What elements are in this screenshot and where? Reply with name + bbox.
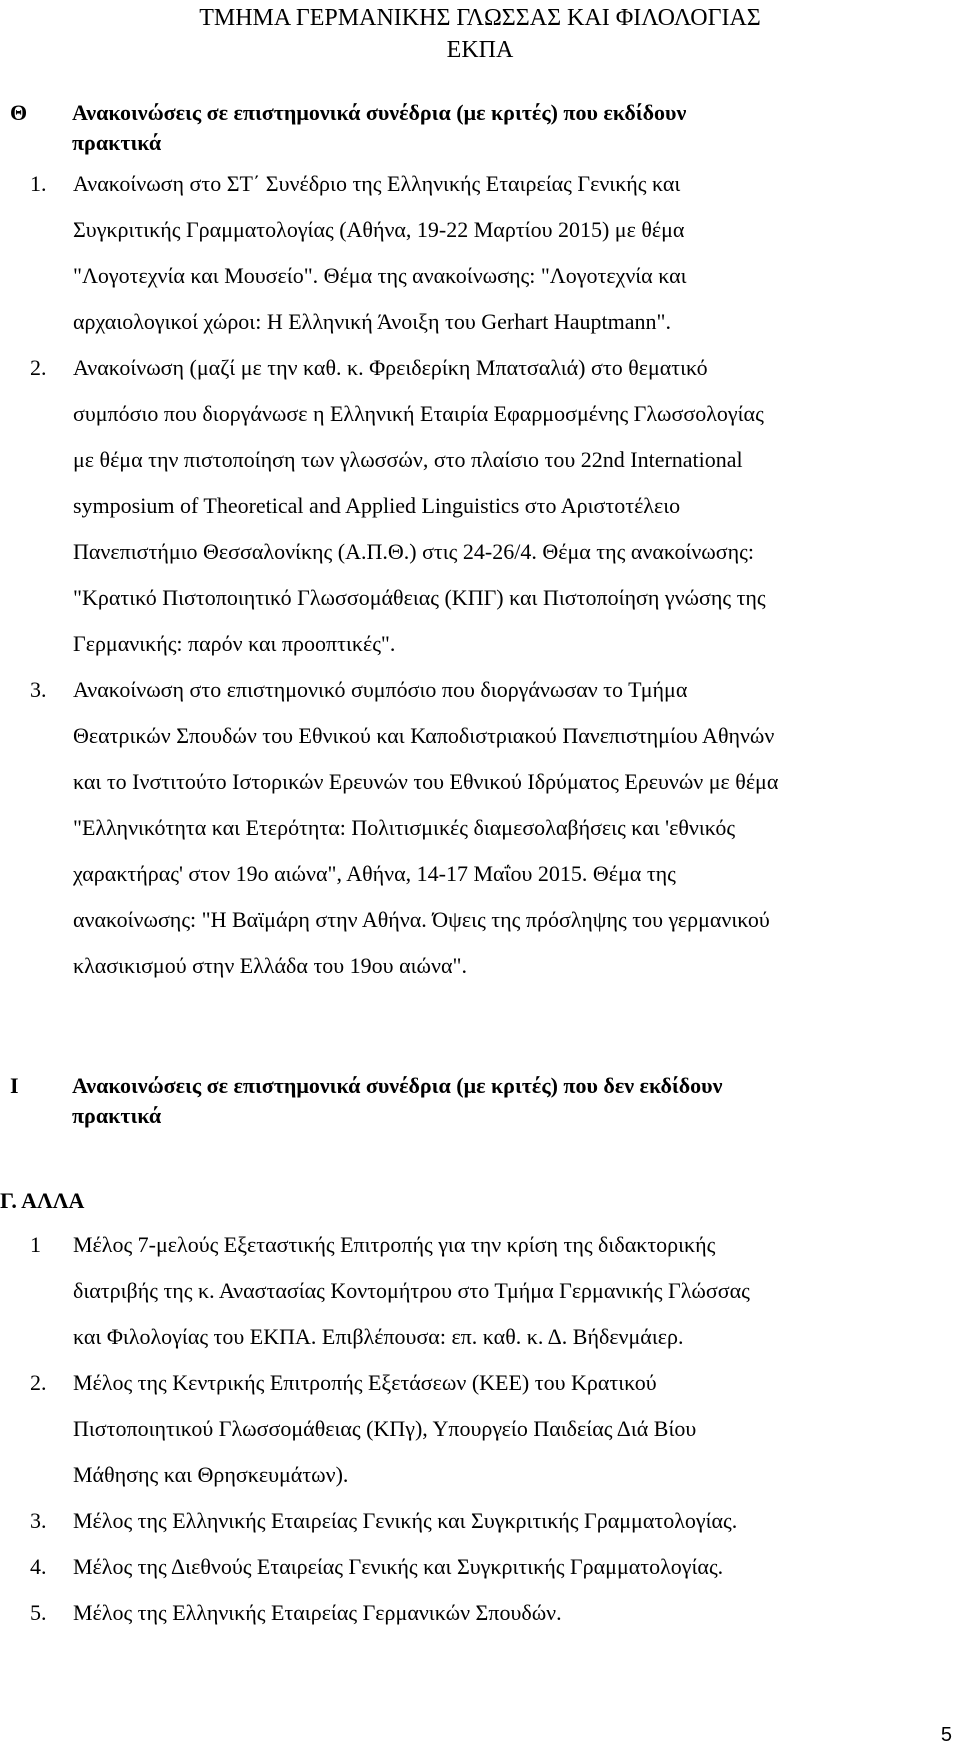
list-item-number: 4. <box>30 1554 47 1579</box>
list-item <box>0 1498 960 1544</box>
text-line: Συγκριτικής Γραμματολογίας (Αθήνα, 19-22 Μαρτίου 2015) με θέμα <box>73 217 685 242</box>
text-line: Γερμανικής: παρόν και προοπτικές". <box>73 631 396 656</box>
text-line: χαρακτήρας' στον 19ο αιώνα", Αθήνα, 14-17 Μαΐου 2015. Θέμα της <box>73 861 676 886</box>
text-line: "Ελληνικότητα και Ετερότητα: Πολιτισμικές διαμεσολαβήσεις και 'εθνικός <box>73 815 736 840</box>
section-theta-title-line2: πρακτικά <box>72 130 162 155</box>
list-item-number: 2. <box>30 1370 47 1395</box>
text-line: "Κρατικό Πιστοποιητικό Γλωσσομάθειας (ΚΠΓ) και Πιστοποίηση γνώσης της <box>73 585 766 610</box>
text-line: Μέλος 7-μελούς Εξεταστικής Επιτροπής για την κρίση της διδακτορικής <box>73 1232 716 1257</box>
text-line: διατριβής της κ. Αναστασίας Κοντομήτρου στο Τμήμα Γερμανικής Γλώσσας <box>73 1278 750 1303</box>
text-line: και Φιλολογίας του ΕΚΠΑ. Επιβλέπουσα: επ. καθ. κ. Δ. Βήδενμάιερ. <box>73 1324 684 1349</box>
text-line: Μέλος της Κεντρικής Επιτροπής Εξετάσεων (ΚΕΕ) του Κρατικού <box>73 1370 657 1395</box>
text-line: Θεατρικών Σπουδών του Εθνικού και Καποδιστριακού Πανεπιστημίου Αθηνών <box>73 723 775 748</box>
section-iota-title <box>72 1071 922 1131</box>
text-line: Μέλος της Ελληνικής Εταιρείας Γερμανικών Σπουδών. <box>73 1600 562 1625</box>
list-item-number: 1. <box>30 171 47 196</box>
text-line: Μέλος της Ελληνικής Εταιρείας Γενικής και Συγκριτικής Γραμματολογίας. <box>73 1508 738 1533</box>
list-item-number: 3. <box>30 1508 47 1533</box>
list-item-number: 2. <box>30 355 47 380</box>
section-theta-title-line1: Ανακοινώσεις σε επιστημονικά συνέδρια (με κριτές) που εκδίδουν <box>72 100 687 125</box>
text-line: "Λογοτεχνία και Μουσείο". Θέμα της ανακοίνωσης: "Λογοτεχνία και <box>73 263 687 288</box>
list-item-text <box>73 1544 953 1590</box>
list-item <box>0 1360 960 1498</box>
section-theta-mark: Θ <box>10 100 28 125</box>
list-item-text <box>73 1360 953 1498</box>
document-header <box>0 2 960 66</box>
text-line: αρχαιολογικοί χώροι: Η Ελληνική Άνοιξη του Gerhart Hauptmann". <box>73 309 672 334</box>
list-item-text <box>73 667 953 989</box>
section-theta-list <box>0 161 960 989</box>
list-item <box>0 1544 960 1590</box>
list-item-text <box>73 1498 953 1544</box>
text-line: Ανακοίνωση στο επιστημονικό συμπόσιο που διοργάνωσαν το Τμήμα <box>73 677 688 702</box>
list-item <box>0 667 960 989</box>
section-iota-mark: Ι <box>10 1073 19 1098</box>
text-line: ανακοίνωσης: "Η Βαϊμάρη στην Αθήνα. Όψεις της πρόσληψης του γερμανικού <box>73 907 770 932</box>
department-title: ΤΜΗΜΑ ΓΕΡΜΑΝΙΚΗΣ ΓΛΩΣΣΑΣ ΚΑΙ ΦΙΛΟΛΟΓΙΑΣ <box>199 5 761 31</box>
section-gamma-title: Γ. ΑΛΛΑ <box>0 1188 85 1213</box>
section-iota-title-line1: Ανακοινώσεις σε επιστημονικά συνέδρια (με κριτές) που δεν εκδίδουν <box>72 1073 723 1098</box>
text-line: Ανακοίνωση στο ΣΤ΄ Συνέδριο της Ελληνικής Εταιρείας Γενικής και <box>73 171 681 196</box>
university-abbrev: ΕΚΠΑ <box>446 37 514 63</box>
page-number: 5 <box>940 1724 952 1746</box>
list-item <box>0 1222 960 1360</box>
list-item <box>0 1590 960 1636</box>
text-line: Μέλος της Διεθνούς Εταιρείας Γενικής και Συγκριτικής Γραμματολογίας. <box>73 1554 724 1579</box>
list-item <box>0 161 960 345</box>
list-item-number: 3. <box>30 677 47 702</box>
list-item-text <box>73 1222 953 1360</box>
text-line: Πανεπιστήμιο Θεσσαλονίκης (Α.Π.Θ.) στις 24-26/4. Θέμα της ανακοίνωσης: <box>73 539 754 564</box>
text-line: Πιστοποιητικού Γλωσσομάθειας (ΚΠγ), Υπουργείο Παιδείας Διά Βίου <box>73 1416 697 1441</box>
list-item-number: 1 <box>30 1232 41 1257</box>
section-theta-title <box>72 98 922 158</box>
list-item <box>0 345 960 667</box>
text-line: symposium of Theoretical and Applied Linguistics στο Αριστοτέλειο <box>73 493 681 518</box>
section-iota-title-line2: πρακτικά <box>72 1103 162 1128</box>
text-line: κλασικισμού στην Ελλάδα του 19ου αιώνα". <box>73 953 467 978</box>
list-item-text <box>73 345 953 667</box>
text-line: Ανακοίνωση (μαζί με την καθ. κ. Φρειδερίκη Μπατσαλιά) στο θεματικό <box>73 355 708 380</box>
list-item-number: 5. <box>30 1600 47 1625</box>
text-line: Μάθησης και Θρησκευμάτων). <box>73 1462 349 1487</box>
list-item-text <box>73 1590 953 1636</box>
section-gamma-list <box>0 1222 960 1636</box>
text-line: συμπόσιο που διοργάνωσε η Ελληνική Εταιρία Εφαρμοσμένης Γλωσσολογίας <box>73 401 764 426</box>
text-line: με θέμα την πιστοποίηση των γλωσσών, στο πλαίσιο του 22nd International <box>73 447 743 472</box>
text-line: και το Ινστιτούτο Ιστορικών Ερευνών του Εθνικού Ιδρύματος Ερευνών με θέμα <box>73 769 779 794</box>
list-item-text <box>73 161 953 345</box>
